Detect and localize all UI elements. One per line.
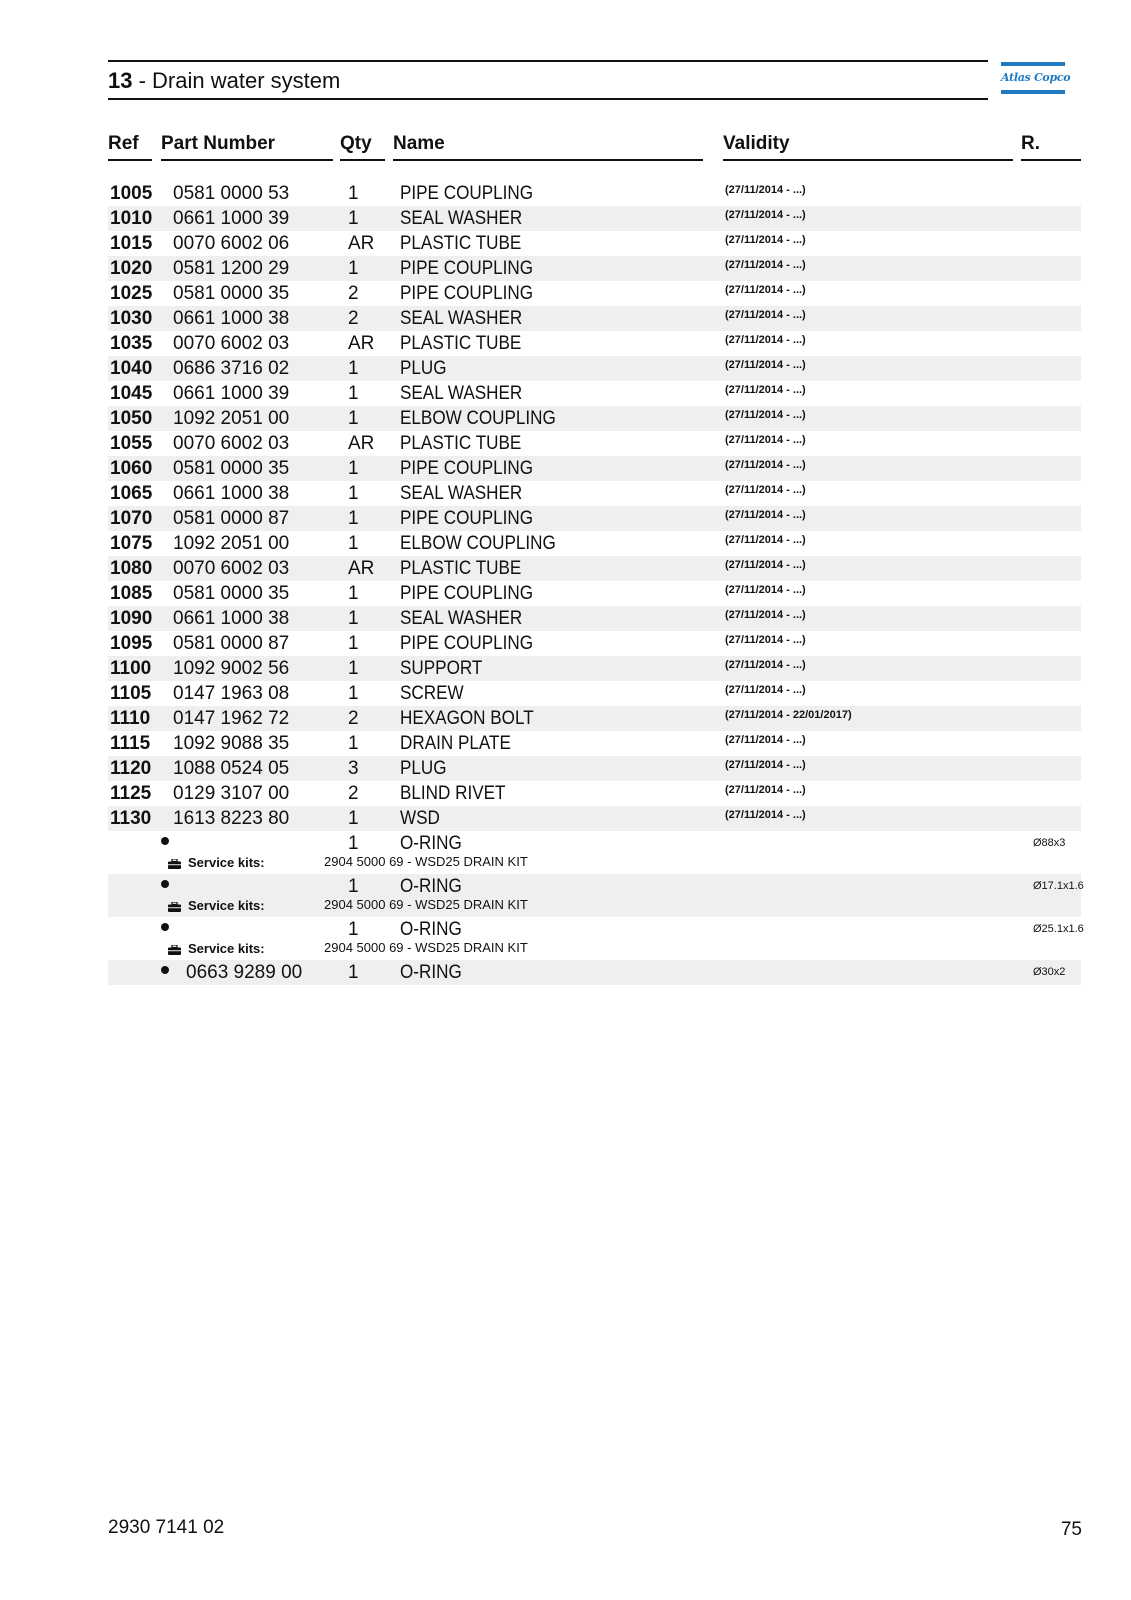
validity-cell: (27/11/2014 - ...): [725, 434, 806, 446]
parts-table: [108, 181, 1084, 985]
validity-cell: (27/11/2014 - ...): [725, 634, 806, 646]
name-cell: SEAL WASHER: [400, 483, 523, 504]
name-cell: WSD: [400, 808, 440, 829]
part-number-cell: 1092 2051 00: [173, 408, 290, 429]
part-number-cell: 1613 8223 80: [173, 808, 290, 829]
ref-cell: 1080: [110, 558, 153, 579]
part-number-cell: 0661 1000 38: [173, 308, 290, 329]
part-number-cell: 0581 0000 87: [173, 508, 290, 529]
bullet-icon: [161, 966, 169, 974]
section-header: [108, 60, 988, 100]
col-name: Name: [393, 131, 703, 161]
ref-cell: 1115: [110, 733, 151, 754]
col-validity: Validity: [723, 131, 1013, 161]
ref-cell: 1040: [110, 358, 153, 379]
qty-cell: AR: [348, 233, 375, 254]
qty-cell: 1: [348, 483, 359, 504]
validity-cell: (27/11/2014 - ...): [725, 509, 806, 521]
name-cell: SEAL WASHER: [400, 383, 523, 404]
ref-cell: 1005: [110, 183, 153, 204]
part-number-cell: 0661 1000 39: [173, 383, 290, 404]
part-number-cell: 0581 0000 53: [173, 183, 290, 204]
qty-cell: 1: [348, 358, 359, 379]
table-row: [108, 706, 1081, 731]
qty-cell: AR: [348, 333, 375, 354]
validity-cell: (27/11/2014 - ...): [725, 659, 806, 671]
ref-cell: 1100: [110, 658, 152, 679]
validity-cell: (27/11/2014 - 22/01/2017): [725, 709, 852, 721]
part-number-cell: 0661 1000 38: [173, 608, 290, 629]
part-number-cell: 0686 3716 02: [173, 358, 290, 379]
table-header: [108, 131, 1081, 161]
part-number-cell: 0661 1000 38: [173, 483, 290, 504]
table-row: [108, 456, 1081, 481]
ref-cell: 1070: [110, 508, 153, 529]
qty-cell: 1: [348, 458, 359, 479]
validity-cell: (27/11/2014 - ...): [725, 259, 806, 271]
qty-cell: 1: [348, 962, 359, 983]
table-row: [108, 556, 1081, 581]
service-kits-label: Service kits:: [188, 898, 265, 913]
name-cell: HEXAGON BOLT: [400, 708, 534, 729]
qty-cell: 1: [348, 658, 359, 679]
table-row: [108, 531, 1081, 556]
subpart-row: [108, 831, 1081, 874]
table-row: [108, 806, 1081, 831]
validity-cell: (27/11/2014 - ...): [725, 209, 806, 221]
name-cell: SEAL WASHER: [400, 208, 523, 229]
qty-cell: 1: [348, 208, 359, 229]
table-row: [108, 256, 1081, 281]
name-cell: BLIND RIVET: [400, 783, 506, 804]
table-row: [108, 231, 1081, 256]
subpart-row: [108, 960, 1081, 985]
validity-cell: (27/11/2014 - ...): [725, 609, 806, 621]
ref-cell: 1120: [110, 758, 152, 779]
name-cell: PIPE COUPLING: [400, 283, 534, 304]
qty-cell: 3: [348, 758, 359, 779]
name-cell: PLASTIC TUBE: [400, 558, 522, 579]
qty-cell: 2: [348, 708, 359, 729]
table-row: [108, 606, 1081, 631]
qty-cell: 1: [348, 733, 359, 754]
ref-cell: 1030: [110, 308, 153, 329]
document-number: 2930 7141 02: [108, 1517, 225, 1538]
name-cell: PIPE COUPLING: [400, 183, 534, 204]
qty-cell: 1: [348, 533, 359, 554]
validity-cell: (27/11/2014 - ...): [725, 334, 806, 346]
table-row: [108, 206, 1081, 231]
validity-cell: (27/11/2014 - ...): [725, 409, 806, 421]
validity-cell: (27/11/2014 - ...): [725, 234, 806, 246]
dimension-cell: Ø17.1x1.6: [1033, 880, 1084, 892]
table-row: [108, 331, 1081, 356]
validity-cell: (27/11/2014 - ...): [725, 284, 806, 296]
table-row: [108, 506, 1081, 531]
name-cell: PLUG: [400, 758, 447, 779]
table-row: [108, 431, 1081, 456]
name-cell: PIPE COUPLING: [400, 633, 534, 654]
qty-cell: AR: [348, 433, 375, 454]
validity-cell: (27/11/2014 - ...): [725, 534, 806, 546]
table-row: [108, 281, 1081, 306]
table-row: [108, 631, 1081, 656]
qty-cell: AR: [348, 558, 375, 579]
name-cell: PIPE COUPLING: [400, 458, 534, 479]
atlas-copco-logo: [1001, 62, 1071, 94]
name-cell: PLASTIC TUBE: [400, 433, 522, 454]
subpart-row: [108, 874, 1084, 917]
qty-cell: 1: [348, 608, 359, 629]
name-cell: PIPE COUPLING: [400, 583, 534, 604]
name-cell: SEAL WASHER: [400, 608, 523, 629]
ref-cell: 1095: [110, 633, 153, 654]
name-cell: PLASTIC TUBE: [400, 233, 522, 254]
validity-cell: (27/11/2014 - ...): [725, 809, 806, 821]
part-number-cell: 0581 1200 29: [173, 258, 290, 279]
bullet-icon: [161, 923, 169, 931]
dimension-cell: Ø88x3: [1033, 837, 1066, 849]
name-cell: PIPE COUPLING: [400, 508, 534, 529]
name-cell: PLASTIC TUBE: [400, 333, 522, 354]
validity-cell: (27/11/2014 - ...): [725, 484, 806, 496]
dimension-cell: Ø30x2: [1033, 966, 1066, 978]
table-row: [108, 306, 1081, 331]
part-number-cell: 0581 0000 35: [173, 583, 290, 604]
service-kit-value: 2904 5000 69 - WSD25 DRAIN KIT: [324, 897, 528, 912]
part-number-cell: 0147 1962 72: [173, 708, 290, 729]
service-kit-value: 2904 5000 69 - WSD25 DRAIN KIT: [324, 854, 528, 869]
ref-cell: 1025: [110, 283, 153, 304]
qty-cell: 1: [348, 683, 359, 704]
ref-cell: 1015: [110, 233, 153, 254]
qty-cell: 1: [348, 383, 359, 404]
table-row: [108, 406, 1081, 431]
validity-cell: (27/11/2014 - ...): [725, 584, 806, 596]
table-row: [108, 681, 1081, 706]
qty-cell: 1: [348, 833, 359, 854]
subpart-row: [108, 917, 1084, 960]
validity-cell: (27/11/2014 - ...): [725, 734, 806, 746]
dimension-cell: Ø25.1x1.6: [1033, 923, 1084, 935]
part-number-cell: 0581 0000 87: [173, 633, 290, 654]
validity-cell: (27/11/2014 - ...): [725, 684, 806, 696]
col-part-number: Part Number: [161, 131, 333, 161]
validity-cell: (27/11/2014 - ...): [725, 759, 806, 771]
qty-cell: 1: [348, 508, 359, 529]
toolbox-icon: [168, 856, 181, 866]
name-cell: SCREW: [400, 683, 464, 704]
validity-cell: (27/11/2014 - ...): [725, 784, 806, 796]
ref-cell: 1090: [110, 608, 153, 629]
ref-cell: 1125: [110, 783, 152, 804]
toolbox-icon: [168, 942, 181, 952]
bullet-icon: [161, 837, 169, 845]
part-number-cell: 1092 2051 00: [173, 533, 290, 554]
ref-cell: 1045: [110, 383, 153, 404]
service-kits-label: Service kits:: [188, 855, 265, 870]
part-number-cell: 1088 0524 05: [173, 758, 290, 779]
section-title: 13 - Drain water system: [108, 68, 341, 93]
ref-cell: 1110: [110, 708, 151, 729]
qty-cell: 1: [348, 258, 359, 279]
validity-cell: (27/11/2014 - ...): [725, 184, 806, 196]
table-row: [108, 781, 1081, 806]
toolbox-icon: [168, 899, 181, 909]
qty-cell: 1: [348, 583, 359, 604]
name-cell: O-RING: [400, 919, 462, 940]
logo-bar-top: [1001, 62, 1065, 66]
table-row: [108, 656, 1081, 681]
ref-cell: 1055: [110, 433, 153, 454]
part-number-cell: 0661 1000 39: [173, 208, 290, 229]
part-number-cell: 0070 6002 03: [173, 558, 290, 579]
ref-cell: 1010: [110, 208, 153, 229]
part-number-cell: 0070 6002 03: [173, 433, 290, 454]
logo-bar-bottom: [1001, 90, 1065, 94]
ref-cell: 1050: [110, 408, 153, 429]
ref-cell: 1065: [110, 483, 153, 504]
table-row: [108, 481, 1081, 506]
qty-cell: 1: [348, 183, 359, 204]
table-row: [108, 731, 1081, 756]
ref-cell: 1130: [110, 808, 152, 829]
ref-cell: 1085: [110, 583, 153, 604]
part-number-cell: 0070 6002 03: [173, 333, 290, 354]
part-number-cell: 0663 9289 00: [186, 962, 303, 983]
table-row: [108, 756, 1081, 781]
ref-cell: 1020: [110, 258, 153, 279]
table-row: [108, 181, 1081, 206]
validity-cell: (27/11/2014 - ...): [725, 559, 806, 571]
qty-cell: 1: [348, 408, 359, 429]
service-kit-value: 2904 5000 69 - WSD25 DRAIN KIT: [324, 940, 528, 955]
part-number-cell: 0070 6002 06: [173, 233, 290, 254]
name-cell: SEAL WASHER: [400, 308, 523, 329]
validity-cell: (27/11/2014 - ...): [725, 459, 806, 471]
ref-cell: 1060: [110, 458, 153, 479]
table-row: [108, 581, 1081, 606]
validity-cell: (27/11/2014 - ...): [725, 359, 806, 371]
validity-cell: (27/11/2014 - ...): [725, 384, 806, 396]
part-number-cell: 1092 9088 35: [173, 733, 290, 754]
part-number-cell: 0147 1963 08: [173, 683, 290, 704]
col-qty: Qty: [340, 131, 385, 161]
table-row: [108, 356, 1081, 381]
part-number-cell: 1092 9002 56: [173, 658, 290, 679]
ref-cell: 1035: [110, 333, 153, 354]
part-number-cell: 0581 0000 35: [173, 458, 290, 479]
name-cell: PLUG: [400, 358, 447, 379]
qty-cell: 2: [348, 783, 359, 804]
name-cell: SUPPORT: [400, 658, 483, 679]
ref-cell: 1105: [110, 683, 152, 704]
page-number: 75: [1060, 1519, 1082, 1540]
bullet-icon: [161, 880, 169, 888]
validity-cell: (27/11/2014 - ...): [725, 309, 806, 321]
name-cell: PIPE COUPLING: [400, 258, 534, 279]
qty-cell: 1: [348, 808, 359, 829]
qty-cell: 1: [348, 633, 359, 654]
table-row: [108, 381, 1081, 406]
qty-cell: 2: [348, 283, 359, 304]
section-number: 13: [108, 68, 133, 93]
name-cell: ELBOW COUPLING: [400, 533, 556, 554]
part-number-cell: 0581 0000 35: [173, 283, 290, 304]
name-cell: ELBOW COUPLING: [400, 408, 556, 429]
name-cell: O-RING: [400, 876, 462, 897]
qty-cell: 1: [348, 919, 359, 940]
logo-text: Atlas Copco: [1001, 71, 1071, 84]
col-ref: Ref: [108, 131, 152, 161]
col-r: R.: [1021, 131, 1081, 161]
service-kits-label: Service kits:: [188, 941, 265, 956]
name-cell: O-RING: [400, 833, 462, 854]
section-name: Drain water system: [152, 68, 341, 93]
qty-cell: 2: [348, 308, 359, 329]
name-cell: DRAIN PLATE: [400, 733, 511, 754]
qty-cell: 1: [348, 876, 359, 897]
name-cell: O-RING: [400, 962, 462, 983]
part-number-cell: 0129 3107 00: [173, 783, 290, 804]
ref-cell: 1075: [110, 533, 153, 554]
